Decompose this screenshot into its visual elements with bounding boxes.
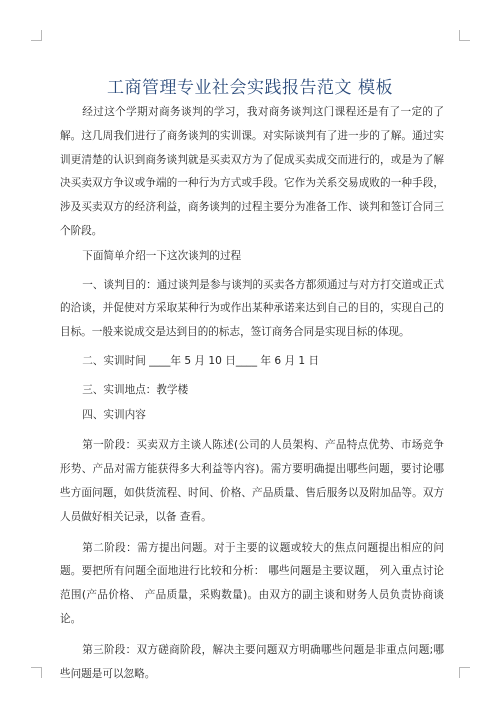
paragraph-location: 三、实训地点：教学楼 <box>82 383 189 396</box>
crop-mark-bottom-left <box>31 667 42 678</box>
paragraph-process-heading: 下面简单介绍一下这次谈判的过程 <box>82 249 242 262</box>
document-title: 工商管理专业社会实践报告范文 模板 <box>107 78 393 99</box>
paragraph-time: 二、实训时间 ____年 5 月 10 日____ 年 6 月 1 日 <box>82 354 320 367</box>
document-body <box>60 101 444 686</box>
paragraph-content-heading: 四、实训内容 <box>82 408 146 421</box>
paragraph-stage-three: 第三阶段：双方磋商阶段，解决主要问题双方明确哪些问题是非重点问题;哪些问题是可以忽略。 <box>60 643 444 680</box>
crop-mark-top-left <box>31 30 42 41</box>
paragraph-intro: 经过这个学期对商务谈判的学习，我对商务谈判这门课程还是有了一定的了解。这几周我们进行了商务谈判的实训课。对实际谈判有了进一步的了解。通过实训更清楚的认识到商务谈判就是买卖双方为了促成买卖成交而进行的，或是为了解决买卖双方争议或争端的一种行为方式或手段。它作为关系交易成败的一种手段，涉及买卖双方的经济利益，商务谈判的过程主要分为准备工作、谈判和签订合同三个阶段。 <box>60 106 444 237</box>
crop-mark-top-right <box>459 30 470 41</box>
paragraph-stage-one: 第一阶段：买卖双方主谈人陈述(公司的人员架构、产品特点优势、市场竞争形势、产品对需方能获得多大利益等内容)。需方要明确提出哪些问题，要讨论哪些方面问题，如供货流程、时间、价格、产品质量、售后服务以及附加品等。双方人员做好相关记录，以备 查看。 <box>60 439 444 523</box>
paragraph-stage-two: 第二阶段：需方提出问题。对于主要的议题或较大的焦点问题提出相应的问题。要把所有问题全面地进行比较和分析： 哪些问题是主要议题， 列入重点讨论范围(产品价格、 产品质量，采购数量)。由双方的副主谈和财务人员负责协商谈论。 <box>60 541 444 625</box>
crop-mark-bottom-right <box>459 667 470 678</box>
paragraph-purpose: 一、谈判目的：通过谈判是参与谈判的买卖各方都须通过与对方打交道或正式的洽谈，并促使对方采取某种行为或作出某种承诺来达到自己的目的，实现自己的目标。一般来说成交是达到目的的标志，签订商务合同是实现目标的体现。 <box>60 278 444 339</box>
